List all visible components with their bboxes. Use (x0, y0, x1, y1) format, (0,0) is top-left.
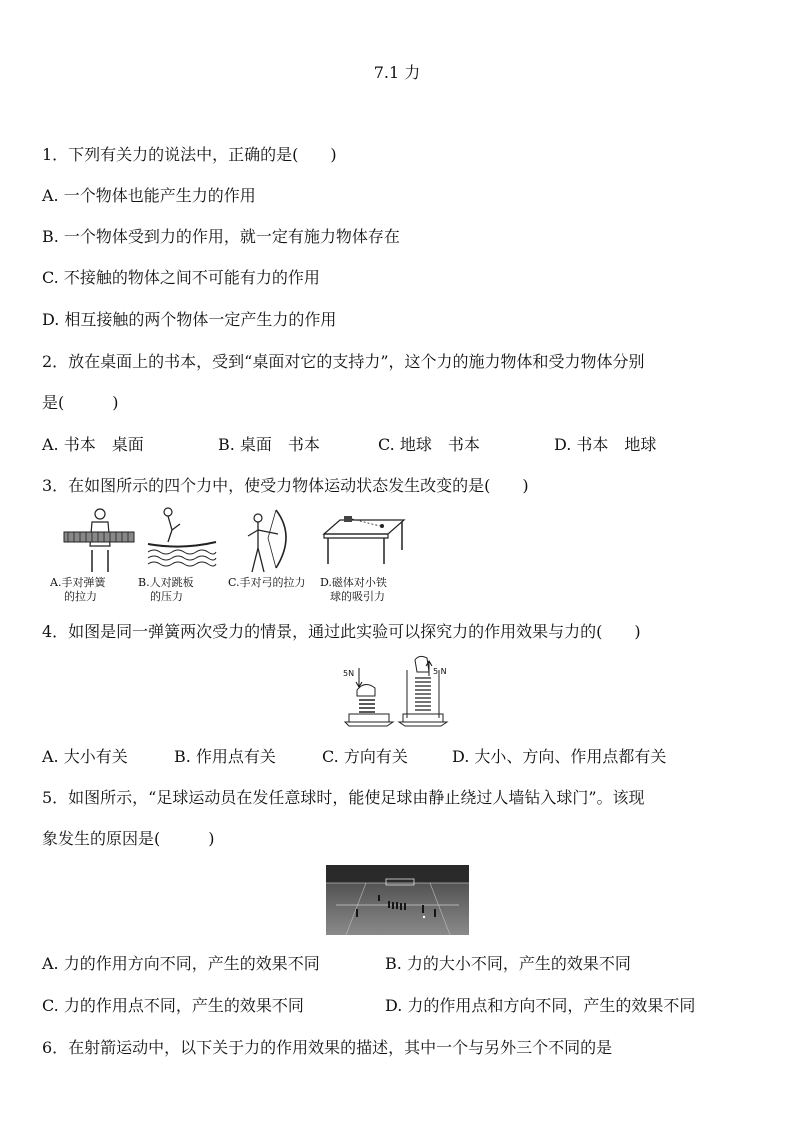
q2-option-a: A. 书本 桌面 (42, 435, 144, 454)
q1-option-b: B. 一个物体受到力的作用，就一定有施力物体存在 (42, 227, 400, 246)
magnet-ball-illustration (318, 506, 408, 576)
q4-options (42, 747, 762, 767)
q3-figure (50, 506, 410, 610)
q3-caption-c: C.手对弓的拉力 (228, 576, 306, 589)
q5-option-a: A. 力的作用方向不同，产生的效果不同 (42, 954, 320, 973)
q5-stem-line1: 5．如图所示，“足球运动员在发任意球时，能使足球由静止绕过人墙钻入球门”。该现 (42, 788, 645, 807)
q3-caption-b: B.人对跳板 的压力 (138, 576, 194, 603)
q2-stem-line1: 2．放在桌面上的书本，受到“桌面对它的支持力”，这个力的施力物体和受力物体分别 (42, 352, 645, 371)
q4-option-a: A. 大小有关 (42, 747, 128, 766)
q4-force-label-right: 5 N (433, 667, 447, 676)
q3-stem: 3．在如图所示的四个力中，使受力物体运动状态发生改变的是( ) (42, 476, 529, 495)
q4-force-label-left: 5N (343, 669, 355, 678)
q5-stem-line2: 象发生的原因是( ) (42, 829, 215, 848)
q6-stem: 6．在射箭运动中，以下关于力的作用效果的描述，其中一个与另外三个不同的是 (42, 1038, 613, 1057)
page-title: 7.1 力 (373, 63, 421, 82)
q4-option-b: B. 作用点有关 (174, 747, 276, 766)
q4-spring-figure (335, 654, 460, 730)
q1-option-d: D. 相互接触的两个物体一定产生力的作用 (42, 310, 337, 329)
q5-football-photo (326, 865, 469, 935)
q2-option-b: B. 桌面 书本 (218, 435, 320, 454)
q1-option-c: C. 不接触的物体之间不可能有力的作用 (42, 268, 320, 287)
q4-stem: 4．如图是同一弹簧两次受力的情景，通过此实验可以探究力的作用效果与力的( ) (42, 622, 641, 641)
q5-option-b: B. 力的大小不同，产生的效果不同 (385, 954, 631, 973)
q4-option-d: D. 大小、方向、作用点都有关 (452, 747, 667, 766)
q5-option-c: C. 力的作用点不同，产生的效果不同 (42, 996, 304, 1015)
bow-illustration (230, 506, 302, 576)
q3-caption-a: A.手对弹簧 的拉力 (50, 576, 106, 603)
q2-option-d: D. 书本 地球 (554, 435, 657, 454)
q2-option-c: C. 地球 书本 (378, 435, 480, 454)
q5-option-d: D. 力的作用点和方向不同，产生的效果不同 (385, 996, 696, 1015)
q2-stem-line2: 是( ) (42, 393, 119, 412)
diving-board-illustration (146, 506, 218, 576)
q2-options (42, 435, 762, 455)
q3-caption-d: D.磁体对小铁 球的吸引力 (320, 576, 387, 603)
q4-option-c: C. 方向有关 (322, 747, 408, 766)
q1-option-a: A. 一个物体也能产生力的作用 (42, 186, 256, 205)
q1-stem: 1．下列有关力的说法中，正确的是( ) (42, 145, 337, 164)
spring-pull-illustration (62, 506, 142, 576)
